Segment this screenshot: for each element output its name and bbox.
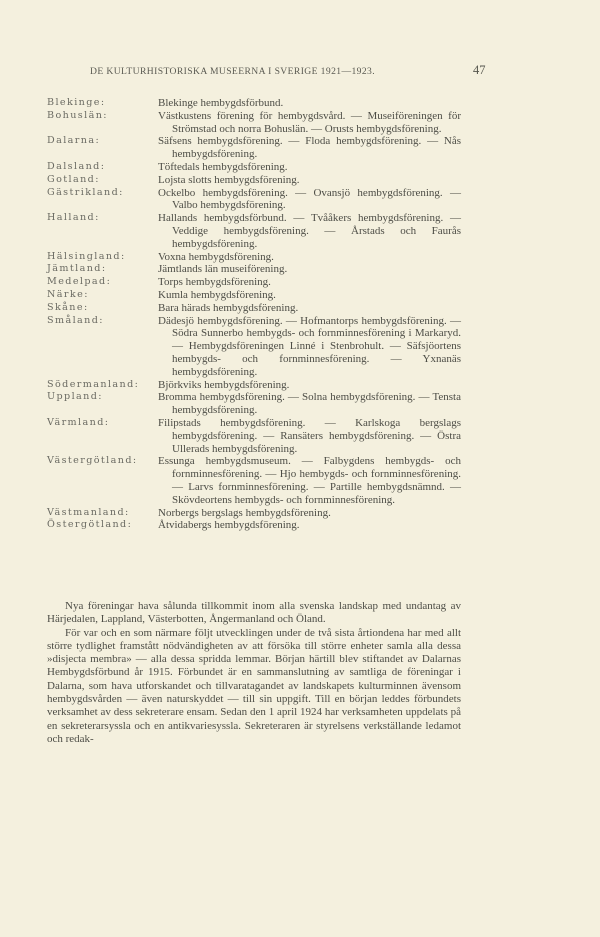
region-label: Skåne: — [47, 301, 89, 313]
list-item — [47, 97, 461, 110]
society-names: Bara härads hembygdsförening. — [158, 301, 299, 314]
list-item — [47, 110, 461, 136]
region-label: Värmland: — [47, 416, 110, 428]
society-names: Lojsta slotts hembygdsförening. — [158, 173, 300, 186]
region-label: Södermanland: — [47, 378, 140, 390]
list-item — [47, 251, 461, 264]
society-names: Ockelbo hembygdsförening. — Ovansjö hembygdsförening. — Valbo hembygdsförening. — [158, 186, 461, 212]
region-label: Bohuslän: — [47, 109, 108, 121]
body-text — [47, 600, 461, 746]
region-label: Dalarna: — [47, 135, 101, 147]
society-names: Dädesjö hembygdsförening. — Hofmantorps hembygdsförening. — Södra Sunnerbo hembygds- och fornminnesförening i Markaryd. — Hembygdsföreningen Linné i Stenbrohult. — Säfsjöortens hembygds- och fornminnesförening. — Yxnanäs hembygdsförening. — [158, 314, 461, 378]
region-label: Gästrikland: — [47, 186, 124, 198]
region-label: Blekinge: — [47, 97, 106, 108]
society-names: Torps hembygdsförening. — [158, 276, 271, 289]
society-names: Säfsens hembygdsförening. — Floda hembygdsförening. — Nås hembygdsförening. — [158, 135, 461, 161]
region-label: Medelpad: — [47, 276, 112, 288]
region-label: Jämtland: — [47, 263, 107, 275]
list-item — [47, 455, 461, 506]
list-item — [47, 391, 461, 417]
society-names: Essunga hembygdsmuseum. — Falbygdens hembygds- och fornminnesförening. — Hjo hembygds- och fornminnesförening. — Larvs fornminnesförening. — Partille hembygdsnämnd. — Skövdeortens hembygds- och fornminnesförening. — [158, 455, 461, 506]
region-label: Gotland: — [47, 173, 100, 185]
paragraph: Nya föreningar hava sålunda tillkommit inom alla svenska landskap med undantag av Härjedalen, Lappland, Västerbotten, Ångermanland och Öland. — [47, 600, 461, 626]
list-item — [47, 212, 461, 250]
society-names: Töftedals hembygdsförening. — [158, 160, 288, 173]
list-item — [47, 315, 461, 379]
society-names: Åtvidabergs hembygdsförening. — [158, 519, 300, 532]
region-label: Halland: — [47, 212, 100, 224]
region-label: Östergötland: — [47, 519, 133, 531]
society-names: Bromma hembygdsförening. — Solna hembygdsförening. — Tensta hembygdsförening. — [158, 391, 461, 417]
society-names: Filipstads hembygdsförening. — Karlskoga bergslags hembygdsförening. — Ransäters hembygdsförening. — Östra Ullerads hembygdsförening. — [158, 416, 461, 455]
region-label: Västergötland: — [47, 455, 138, 467]
list-item — [47, 135, 461, 161]
paragraph: För var och en som närmare följt utvecklingen under de två sista årtiondena har med allt större tydlighet framstått nödvändigheten av att försöka till större enheter samla alla dessa »disjecta membra» — alla dessa spridda lemmar. Början härtill blev stiftandet av Dalarnas Hembygdsförbund år 1915. Förbundet är en sammanslutning av samtliga de föreningar i Dalarna, som hava utforskandet och tillvaratagandet av landskapets kulturminnen ävensom hembygdsvården — även naturskyddet — till sin uppgift. Till en början leddes förbundets verksamhet av dess sekreterare ensam. Sedan den 1 april 1924 har verksamheten uppdelats på en sekreterarsyssla och en antikvariesyssla. Sekreteraren är styrelsens verkställande ledamot och redak- — [47, 626, 461, 745]
society-names: Jämtlands län museiförening. — [158, 263, 288, 276]
list-item — [47, 174, 461, 187]
society-list — [47, 97, 461, 532]
list-item — [47, 417, 461, 455]
list-item — [47, 263, 461, 276]
society-names: Kumla hembygdsförening. — [158, 288, 276, 301]
society-names: Hallands hembygdsförbund. — Tvååkers hembygdsförening. — Veddige hembygdsförening. — Årstads och Faurås hembygdsförening. — [158, 212, 461, 250]
region-label: Uppland: — [47, 391, 103, 403]
list-item — [47, 161, 461, 174]
list-item — [47, 276, 461, 289]
list-item — [47, 379, 461, 392]
list-item — [47, 302, 461, 315]
page-number: 47 — [473, 63, 486, 77]
region-label: Småland: — [47, 314, 104, 326]
list-item — [47, 519, 461, 532]
region-label: Hälsingland: — [47, 250, 126, 262]
running-head: DE KULTURHISTORISKA MUSEERNA I SVERIGE 1921—1923. — [90, 66, 376, 77]
list-item — [47, 507, 461, 520]
region-label: Dalsland: — [47, 160, 106, 172]
society-names: Voxna hembygdsförening. — [158, 250, 274, 263]
society-names: Blekinge hembygdsförbund. — [158, 97, 284, 109]
list-item — [47, 289, 461, 302]
list-item — [47, 187, 461, 213]
society-names: Norbergs bergslags hembygdsförening. — [158, 506, 331, 519]
region-label: Närke: — [47, 288, 89, 300]
region-label: Västmanland: — [47, 506, 130, 518]
society-names: Björkviks hembygdsförening. — [158, 378, 290, 391]
society-names: Västkustens förening för hembygdsvård. — Museiföreningen för Strömstad och norra Bohuslän. — Orusts hembygdsförening. — [158, 109, 461, 135]
